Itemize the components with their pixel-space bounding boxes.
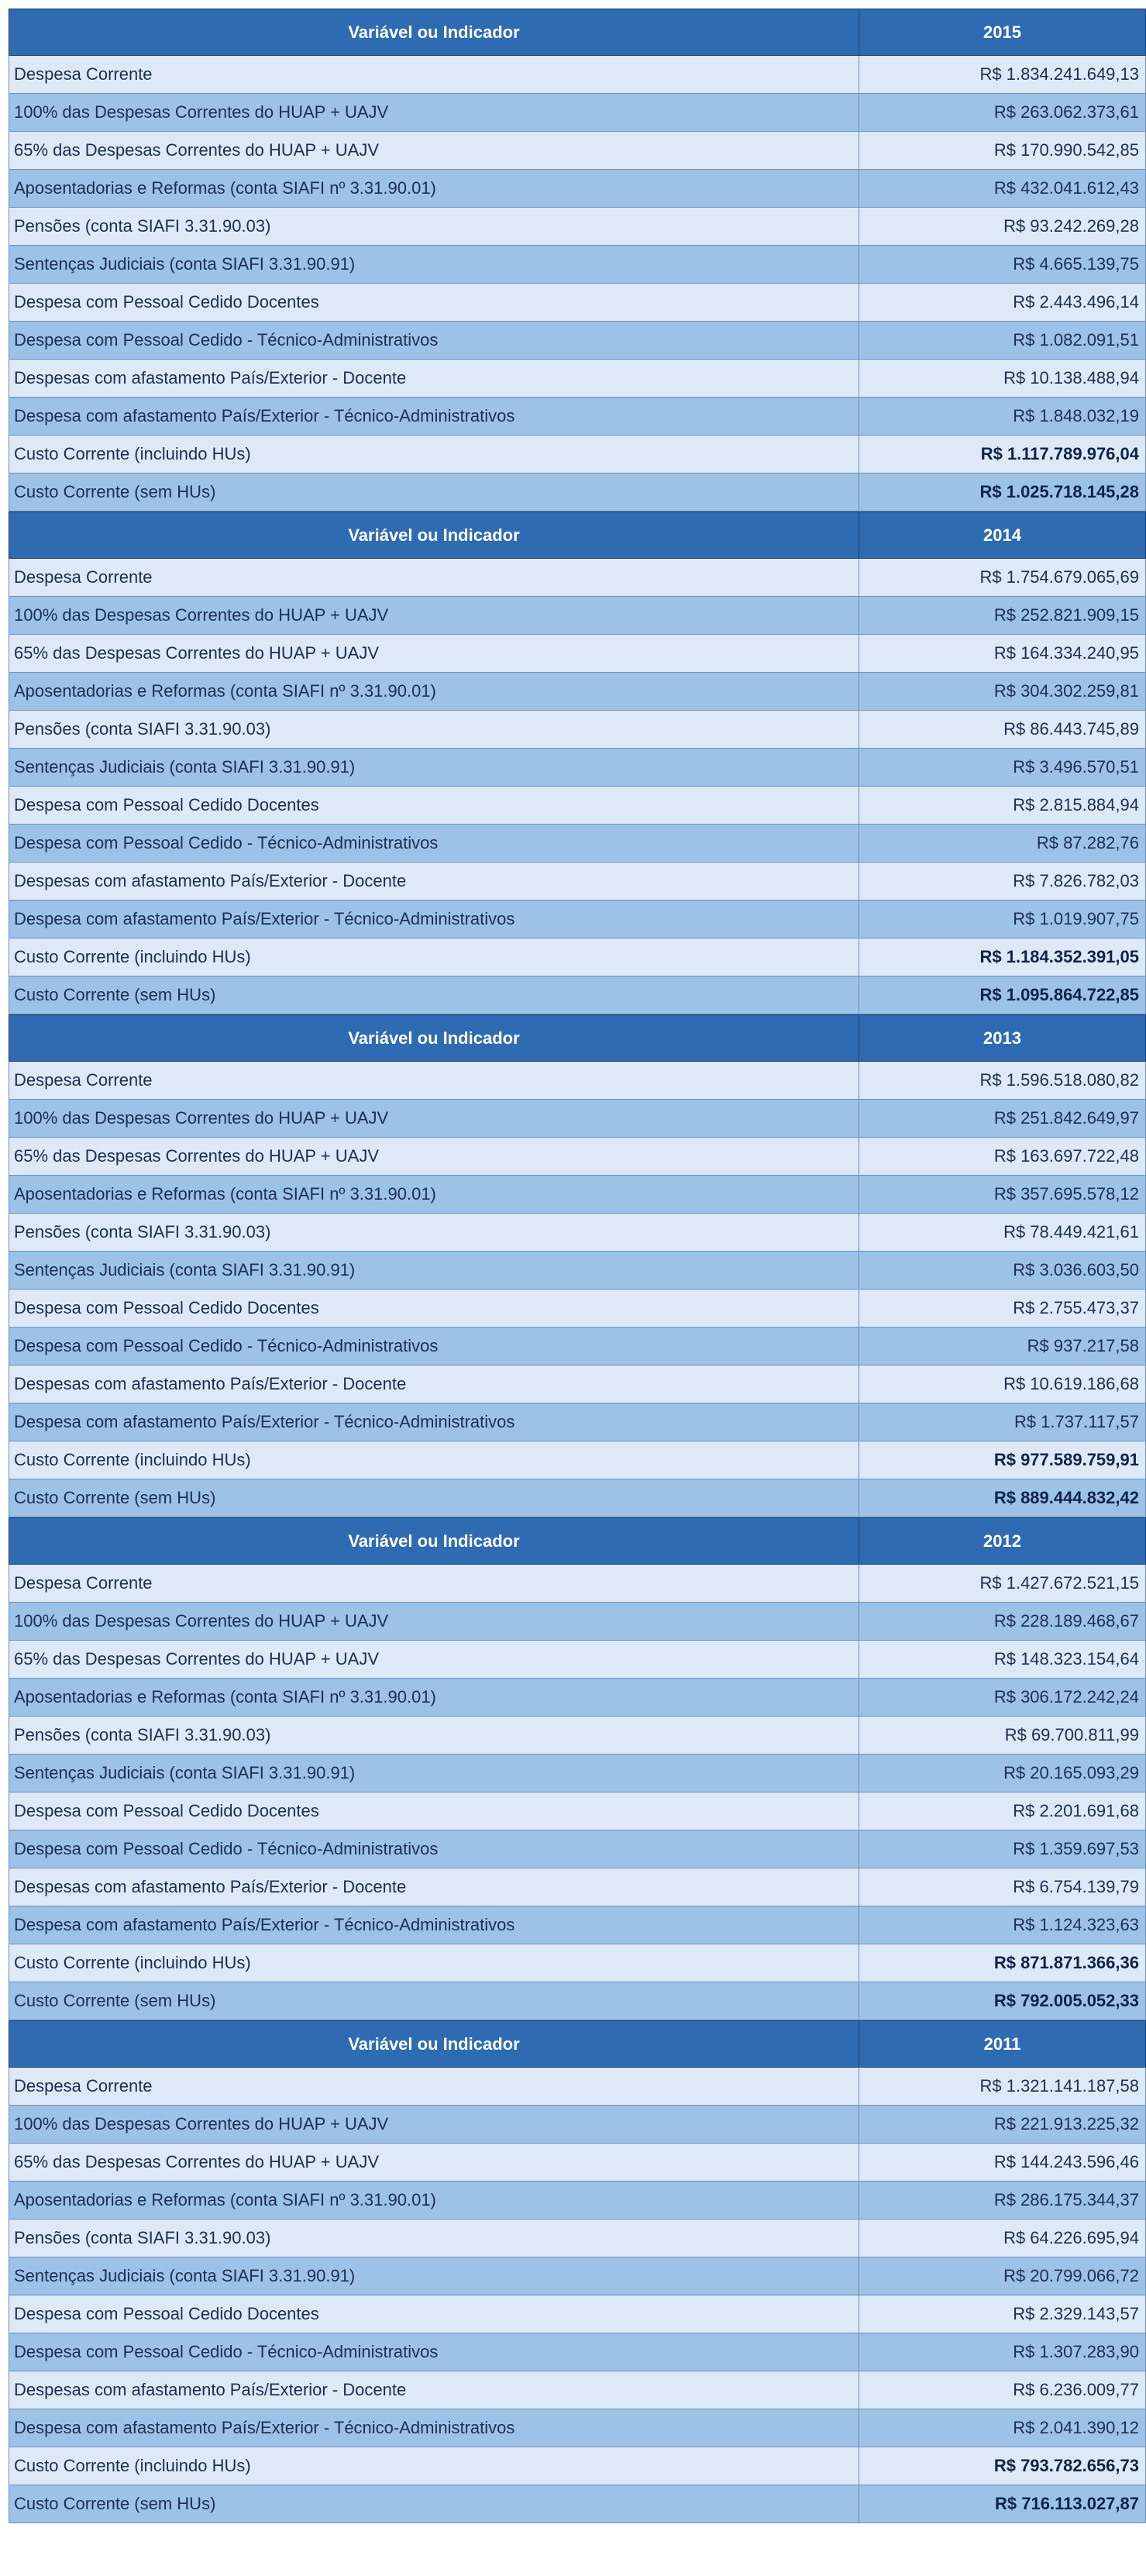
- row-value: R$ 221.913.225,32: [859, 2106, 1146, 2144]
- row-label: Despesa com afastamento País/Exterior - Técnico-Administrativos: [9, 398, 859, 436]
- row-label: Custo Corrente (incluindo HUs): [9, 436, 859, 474]
- row-label: Pensões (conta SIAFI 3.31.90.03): [9, 2220, 859, 2257]
- row-label: Despesa com Pessoal Cedido - Técnico-Administrativos: [9, 1328, 859, 1365]
- row-label: 65% das Despesas Correntes do HUAP + UAJV: [9, 132, 859, 170]
- table-row: [9, 1982, 1146, 2020]
- table-row: [9, 2371, 1146, 2409]
- table-row: [9, 1138, 1146, 1176]
- row-value: R$ 2.443.496,14: [859, 284, 1146, 322]
- table-row: [9, 2447, 1146, 2485]
- table-header-row: [9, 512, 1146, 559]
- row-value: R$ 170.990.542,85: [859, 132, 1146, 170]
- row-label: Despesa com afastamento País/Exterior - Técnico-Administrativos: [9, 1906, 859, 1944]
- table-row: [9, 1100, 1146, 1138]
- cost-table-2012: [9, 1517, 1146, 2020]
- table-row: [9, 787, 1146, 825]
- row-value: R$ 4.665.139,75: [859, 246, 1146, 284]
- table-row: [9, 635, 1146, 673]
- column-header-year: 2011: [859, 2021, 1146, 2068]
- row-value: R$ 2.815.884,94: [859, 787, 1146, 825]
- table-row: [9, 246, 1146, 284]
- row-label: Pensões (conta SIAFI 3.31.90.03): [9, 711, 859, 749]
- row-label: Despesas com afastamento País/Exterior - Docente: [9, 1868, 859, 1906]
- row-label: Sentenças Judiciais (conta SIAFI 3.31.90.91): [9, 2257, 859, 2295]
- table-row: [9, 825, 1146, 863]
- table-row: [9, 1679, 1146, 1717]
- table-header-row: [9, 1015, 1146, 1062]
- table-row: [9, 132, 1146, 170]
- row-label: Aposentadorias e Reformas (conta SIAFI nº 3.31.90.01): [9, 1176, 859, 1214]
- table-row: [9, 2485, 1146, 2523]
- row-label: 65% das Despesas Correntes do HUAP + UAJV: [9, 1138, 859, 1176]
- row-label: 100% das Despesas Correntes do HUAP + UAJV: [9, 2106, 859, 2144]
- table-row: [9, 436, 1146, 474]
- row-label: Sentenças Judiciais (conta SIAFI 3.31.90.91): [9, 1755, 859, 1793]
- row-label: Despesa com Pessoal Cedido - Técnico-Administrativos: [9, 322, 859, 360]
- row-label: Despesa com afastamento País/Exterior - Técnico-Administrativos: [9, 901, 859, 938]
- table-row: [9, 1214, 1146, 1252]
- table-row: [9, 1906, 1146, 1944]
- row-value: R$ 306.172.242,24: [859, 1679, 1146, 1717]
- row-value: R$ 163.697.722,48: [859, 1138, 1146, 1176]
- table-row: [9, 2182, 1146, 2220]
- row-label: 65% das Despesas Correntes do HUAP + UAJV: [9, 1641, 859, 1679]
- cost-table-2015: [9, 9, 1146, 511]
- row-value: R$ 1.025.718.145,28: [859, 474, 1146, 511]
- row-value: R$ 2.329.143,57: [859, 2295, 1146, 2333]
- table-row: [9, 2068, 1146, 2106]
- row-label: Aposentadorias e Reformas (conta SIAFI nº 3.31.90.01): [9, 2182, 859, 2220]
- row-label: Despesa com Pessoal Cedido Docentes: [9, 787, 859, 825]
- column-header-year: 2015: [859, 9, 1146, 56]
- row-value: R$ 3.036.603,50: [859, 1252, 1146, 1290]
- table-row: [9, 474, 1146, 511]
- table-row: [9, 1062, 1146, 1100]
- table-row: [9, 1479, 1146, 1517]
- cost-tables-container: [9, 9, 1145, 2523]
- row-value: R$ 792.005.052,33: [859, 1982, 1146, 2020]
- table-row: [9, 1717, 1146, 1755]
- row-value: R$ 1.848.032,19: [859, 398, 1146, 436]
- table-row: [9, 1290, 1146, 1328]
- row-label: 65% das Despesas Correntes do HUAP + UAJV: [9, 635, 859, 673]
- table-row: [9, 2144, 1146, 2182]
- table-header-row: [9, 1518, 1146, 1565]
- row-label: Sentenças Judiciais (conta SIAFI 3.31.90.91): [9, 1252, 859, 1290]
- row-value: R$ 228.189.468,67: [859, 1603, 1146, 1641]
- row-value: R$ 263.062.373,61: [859, 94, 1146, 132]
- row-label: Despesa Corrente: [9, 1062, 859, 1100]
- table-row: [9, 1328, 1146, 1365]
- row-value: R$ 10.619.186,68: [859, 1365, 1146, 1403]
- row-value: R$ 251.842.649,97: [859, 1100, 1146, 1138]
- row-label: 100% das Despesas Correntes do HUAP + UAJV: [9, 1603, 859, 1641]
- row-value: R$ 716.113.027,87: [859, 2485, 1146, 2523]
- table-row: [9, 559, 1146, 597]
- table-row: [9, 1793, 1146, 1830]
- table-row: [9, 284, 1146, 322]
- row-value: R$ 6.236.009,77: [859, 2371, 1146, 2409]
- row-label: Despesas com afastamento País/Exterior - Docente: [9, 1365, 859, 1403]
- row-label: Pensões (conta SIAFI 3.31.90.03): [9, 1214, 859, 1252]
- table-row: [9, 976, 1146, 1014]
- cost-table-2014: [9, 511, 1146, 1014]
- row-value: R$ 2.201.691,68: [859, 1793, 1146, 1830]
- row-value: R$ 1.184.352.391,05: [859, 938, 1146, 976]
- table-row: [9, 360, 1146, 398]
- column-header-indicator: Variável ou Indicador: [9, 512, 859, 559]
- cost-table-2013: [9, 1014, 1146, 1517]
- row-label: Sentenças Judiciais (conta SIAFI 3.31.90.91): [9, 749, 859, 787]
- table-row: [9, 1565, 1146, 1603]
- row-label: Sentenças Judiciais (conta SIAFI 3.31.90.91): [9, 246, 859, 284]
- row-value: R$ 1.019.907,75: [859, 901, 1146, 938]
- table-row: [9, 1868, 1146, 1906]
- table-row: [9, 398, 1146, 436]
- table-row: [9, 901, 1146, 938]
- table-row: [9, 56, 1146, 94]
- row-value: R$ 144.243.596,46: [859, 2144, 1146, 2182]
- row-label: 100% das Despesas Correntes do HUAP + UAJV: [9, 1100, 859, 1138]
- row-label: Despesa Corrente: [9, 2068, 859, 2106]
- table-row: [9, 863, 1146, 901]
- table-row: [9, 938, 1146, 976]
- row-value: R$ 1.095.864.722,85: [859, 976, 1146, 1014]
- table-row: [9, 711, 1146, 749]
- row-label: Pensões (conta SIAFI 3.31.90.03): [9, 1717, 859, 1755]
- row-label: Aposentadorias e Reformas (conta SIAFI nº 3.31.90.01): [9, 673, 859, 711]
- row-label: Despesa com Pessoal Cedido Docentes: [9, 1793, 859, 1830]
- row-value: R$ 7.826.782,03: [859, 863, 1146, 901]
- table-row: [9, 1755, 1146, 1793]
- row-label: Custo Corrente (sem HUs): [9, 1982, 859, 2020]
- table-row: [9, 1641, 1146, 1679]
- row-value: R$ 1.117.789.976,04: [859, 436, 1146, 474]
- row-label: Despesas com afastamento País/Exterior - Docente: [9, 863, 859, 901]
- row-value: R$ 10.138.488,94: [859, 360, 1146, 398]
- row-value: R$ 871.871.366,36: [859, 1944, 1146, 1982]
- column-header-indicator: Variável ou Indicador: [9, 2021, 859, 2068]
- column-header-year: 2014: [859, 512, 1146, 559]
- row-value: R$ 1.427.672.521,15: [859, 1565, 1146, 1603]
- row-value: R$ 3.496.570,51: [859, 749, 1146, 787]
- table-row: [9, 2295, 1146, 2333]
- row-value: R$ 2.041.390,12: [859, 2409, 1146, 2447]
- row-value: R$ 64.226.695,94: [859, 2220, 1146, 2257]
- row-label: 100% das Despesas Correntes do HUAP + UAJV: [9, 597, 859, 635]
- row-label: Custo Corrente (incluindo HUs): [9, 1944, 859, 1982]
- row-value: R$ 1.359.697,53: [859, 1830, 1146, 1868]
- row-value: R$ 148.323.154,64: [859, 1641, 1146, 1679]
- row-value: R$ 252.821.909,15: [859, 597, 1146, 635]
- row-label: Custo Corrente (sem HUs): [9, 474, 859, 511]
- row-label: Aposentadorias e Reformas (conta SIAFI nº 3.31.90.01): [9, 1679, 859, 1717]
- table-row: [9, 2106, 1146, 2144]
- row-label: Aposentadorias e Reformas (conta SIAFI nº 3.31.90.01): [9, 170, 859, 208]
- row-value: R$ 1.834.241.649,13: [859, 56, 1146, 94]
- row-value: R$ 6.754.139,79: [859, 1868, 1146, 1906]
- row-label: Custo Corrente (incluindo HUs): [9, 938, 859, 976]
- row-label: Despesa Corrente: [9, 56, 859, 94]
- row-value: R$ 69.700.811,99: [859, 1717, 1146, 1755]
- row-value: R$ 793.782.656,73: [859, 2447, 1146, 2485]
- row-label: 100% das Despesas Correntes do HUAP + UAJV: [9, 94, 859, 132]
- row-label: Custo Corrente (incluindo HUs): [9, 2447, 859, 2485]
- row-value: R$ 93.242.269,28: [859, 208, 1146, 246]
- row-label: 65% das Despesas Correntes do HUAP + UAJV: [9, 2144, 859, 2182]
- row-value: R$ 304.302.259,81: [859, 673, 1146, 711]
- row-value: R$ 2.755.473,37: [859, 1290, 1146, 1328]
- row-label: Despesa Corrente: [9, 1565, 859, 1603]
- table-row: [9, 2257, 1146, 2295]
- row-label: Despesa com Pessoal Cedido Docentes: [9, 2295, 859, 2333]
- row-value: R$ 1.596.518.080,82: [859, 1062, 1146, 1100]
- row-label: Despesa Corrente: [9, 559, 859, 597]
- row-value: R$ 20.799.066,72: [859, 2257, 1146, 2295]
- column-header-year: 2012: [859, 1518, 1146, 1565]
- row-label: Despesa com afastamento País/Exterior - Técnico-Administrativos: [9, 1403, 859, 1441]
- column-header-year: 2013: [859, 1015, 1146, 1062]
- row-value: R$ 1.124.323,63: [859, 1906, 1146, 1944]
- row-label: Despesa com Pessoal Cedido - Técnico-Administrativos: [9, 2333, 859, 2371]
- row-label: Despesa com Pessoal Cedido - Técnico-Administrativos: [9, 1830, 859, 1868]
- row-label: Despesas com afastamento País/Exterior - Docente: [9, 2371, 859, 2409]
- row-value: R$ 1.307.283,90: [859, 2333, 1146, 2371]
- row-value: R$ 87.282,76: [859, 825, 1146, 863]
- row-value: R$ 1.754.679.065,69: [859, 559, 1146, 597]
- table-row: [9, 2220, 1146, 2257]
- row-value: R$ 432.041.612,43: [859, 170, 1146, 208]
- table-row: [9, 208, 1146, 246]
- table-row: [9, 1603, 1146, 1641]
- row-label: Despesa com Pessoal Cedido Docentes: [9, 1290, 859, 1328]
- table-row: [9, 94, 1146, 132]
- row-value: R$ 937.217,58: [859, 1328, 1146, 1365]
- row-value: R$ 78.449.421,61: [859, 1214, 1146, 1252]
- row-value: R$ 164.334.240,95: [859, 635, 1146, 673]
- row-value: R$ 86.443.745,89: [859, 711, 1146, 749]
- row-label: Custo Corrente (sem HUs): [9, 976, 859, 1014]
- table-row: [9, 1365, 1146, 1403]
- table-row: [9, 1403, 1146, 1441]
- table-row: [9, 2409, 1146, 2447]
- row-label: Despesa com afastamento País/Exterior - Técnico-Administrativos: [9, 2409, 859, 2447]
- row-label: Despesa com Pessoal Cedido - Técnico-Administrativos: [9, 825, 859, 863]
- row-value: R$ 889.444.832,42: [859, 1479, 1146, 1517]
- cost-table-2011: [9, 2020, 1146, 2523]
- table-header-row: [9, 9, 1146, 56]
- row-value: R$ 1.082.091,51: [859, 322, 1146, 360]
- row-label: Custo Corrente (sem HUs): [9, 2485, 859, 2523]
- row-value: R$ 1.321.141.187,58: [859, 2068, 1146, 2106]
- table-row: [9, 322, 1146, 360]
- row-value: R$ 286.175.344,37: [859, 2182, 1146, 2220]
- row-value: R$ 357.695.578,12: [859, 1176, 1146, 1214]
- table-row: [9, 1252, 1146, 1290]
- table-header-row: [9, 2021, 1146, 2068]
- column-header-indicator: Variável ou Indicador: [9, 1518, 859, 1565]
- table-row: [9, 749, 1146, 787]
- row-label: Despesa com Pessoal Cedido Docentes: [9, 284, 859, 322]
- column-header-indicator: Variável ou Indicador: [9, 1015, 859, 1062]
- table-row: [9, 673, 1146, 711]
- row-label: Pensões (conta SIAFI 3.31.90.03): [9, 208, 859, 246]
- table-row: [9, 170, 1146, 208]
- row-label: Custo Corrente (incluindo HUs): [9, 1441, 859, 1479]
- table-row: [9, 1830, 1146, 1868]
- row-label: Despesas com afastamento País/Exterior - Docente: [9, 360, 859, 398]
- row-value: R$ 1.737.117,57: [859, 1403, 1146, 1441]
- row-value: R$ 20.165.093,29: [859, 1755, 1146, 1793]
- table-row: [9, 1176, 1146, 1214]
- table-row: [9, 1944, 1146, 1982]
- column-header-indicator: Variável ou Indicador: [9, 9, 859, 56]
- table-row: [9, 597, 1146, 635]
- row-value: R$ 977.589.759,91: [859, 1441, 1146, 1479]
- table-row: [9, 2333, 1146, 2371]
- row-label: Custo Corrente (sem HUs): [9, 1479, 859, 1517]
- table-row: [9, 1441, 1146, 1479]
